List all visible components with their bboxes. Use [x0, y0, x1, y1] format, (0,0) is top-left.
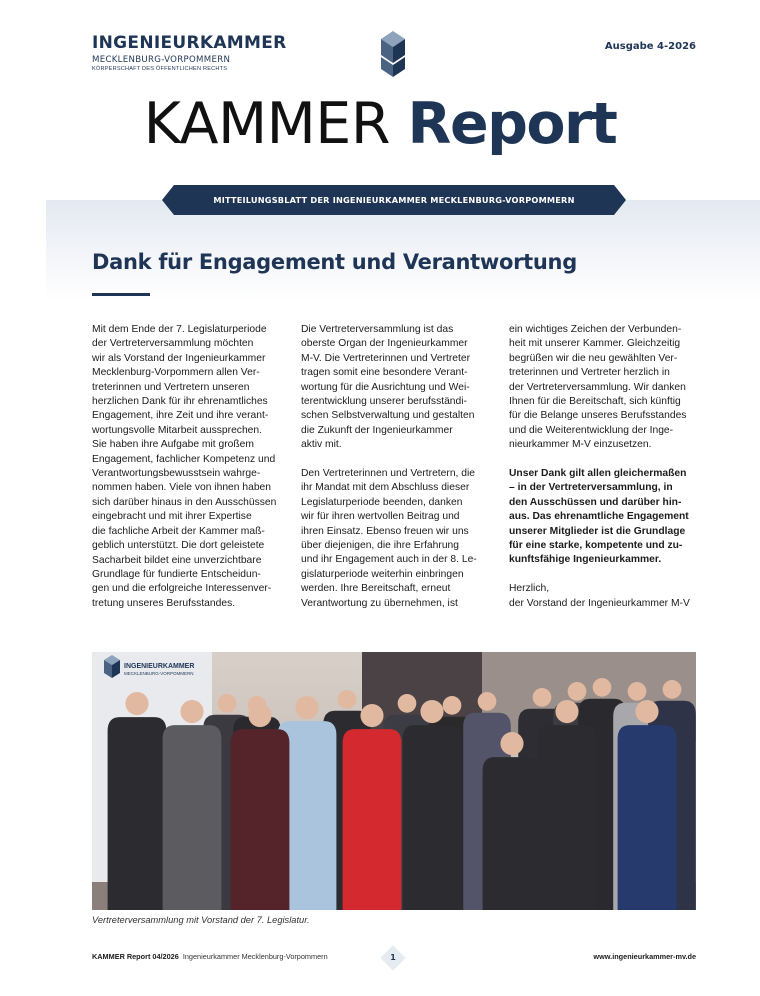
article-column-3: [509, 323, 703, 611]
masthead-kammer: KAMMER: [143, 91, 408, 157]
person-head: [360, 704, 383, 727]
person-head: [555, 700, 578, 723]
person-silhouette: [163, 725, 222, 910]
person-head: [125, 692, 148, 715]
page-number: 1: [390, 953, 396, 962]
group-photo: [92, 652, 696, 910]
person-silhouette: [538, 725, 597, 910]
paragraph: Mit dem Ende der 7. Legislaturperiode der Vertreterversammlung möchten wir als Vorstand der Ingenieurkammer Mecklenburg-Vorpommern allen Ver- treterinnen und Vertretern unseren herzlichen Dank für ihr ehrenamtliches Engagement, ihre Zeit und ihre verant- wortungsvolle Mitarbeit aussprechen. Sie haben ihre Aufgabe mit großem Engagement, fachlicher Kompetenz und Verantwortungsbewusstsein wahrge- nommen haben. Viele von ihnen haben sich darüber hinaus in den Ausschüssen eingebracht und mit ihrer Expertise die fachliche Arbeit der Kammer maß- geblich unterstützt. Die dort geleistete Sacharbeit bildet eine unverzichtbare Grundlage für fundierte Entscheidun- gen und die erfolgreiche Interessenver- tretung unseres Berufsstandes.: [92, 324, 277, 609]
masthead-title: [0, 91, 760, 157]
person-head: [218, 694, 237, 713]
person-head: [500, 732, 523, 755]
person-silhouette: [231, 729, 290, 910]
paragraph: Die Vertreterversammlung ist das oberste Organ der Ingenieurkammer M-V. Die Vertreterinnen und Vertreter tragen somit eine besondere Verant- wortung für die Ausrichtung und Wei- terentwicklung unserer berufsständi- schen Selbstverwaltung und gestalten die Zukunft der Ingenieurkammer aktiv mit.: [301, 324, 475, 451]
person-head: [628, 682, 647, 701]
person-silhouette: [343, 729, 402, 910]
photo-caption: Vertreterversammlung mit Vorstand der 7. Legislatur.: [92, 915, 310, 925]
issue-number: Ausgabe 4-2026: [604, 41, 696, 52]
footer-pub-title: KAMMER Report 04/2026: [92, 952, 179, 961]
person-silhouette: [108, 717, 167, 910]
article-headline: Dank für Engagement und Verantwortung: [92, 250, 577, 274]
masthead-banner: [162, 185, 626, 215]
article-column-1: [92, 323, 286, 611]
person-head: [478, 692, 497, 711]
signature: Herzlich, der Vorstand der Ingenieurkammer M-V: [509, 583, 690, 609]
org-name: INGENIEURKAMMER: [92, 33, 287, 53]
banner-text: MITTEILUNGSBLATT DER INGENIEURKAMMER MECKLENBURG-VORPOMMERN: [213, 195, 575, 205]
person-silhouette: [483, 757, 542, 910]
headline-rule: [92, 293, 150, 296]
org-legal-form: KÖRPERSCHAFT DES ÖFFENTLICHEN RECHTS: [92, 66, 228, 72]
person-head: [568, 682, 587, 701]
org-subtitle: MECKLENBURG-VORPOMMERN: [92, 55, 231, 65]
org-logo-text: [92, 33, 287, 72]
person-head: [180, 700, 203, 723]
footer-publication: [92, 952, 328, 961]
photo-banner-text: INGENIEURKAMMER: [124, 663, 195, 670]
person-silhouette: [618, 725, 677, 910]
paragraph-emphasis: Unser Dank gilt allen gleichermaßen – in der Vertreterversammlung, in den Ausschüssen und darüber hin- aus. Das ehrenamtliche Engagement unserer Mitglieder ist die Grundlage für eine starke, kompetente und zu- kunftsfähige Ingenieurkammer.: [509, 468, 689, 566]
footer-org: Ingenieurkammer Mecklenburg-Vorpommern: [182, 952, 328, 961]
photo-banner-subtitle: MECKLENBURG-VORPOMMERN: [124, 671, 194, 676]
paragraph: Den Vertreterinnen und Vertretern, die ihr Mandat mit dem Abschluss dieser Legislaturperiode beenden, danken wir für ihren wertvollen Beitrag und ihren Einsatz. Ebenso freuen wir uns über diejenigen, die ihre Erfahrung und ihr Engagement auch in der 8. Le- gislaturperiode weiterhin einbringen werden. Ihre Bereitschaft, erneut Verantwortung zu übernehmen, ist: [301, 468, 477, 609]
paragraph: ein wichtiges Zeichen der Verbunden- heit mit unserer Kammer. Gleichzeitig begrüßen wir die neu gewählten Ver- treterinnen und Vertreter herzlich in der Vertreterversammlung. Wir danken Ihnen für die Bereitschaft, sich künftig für die Belange unseres Berufsstandes und die Weiterentwicklung der Inge- nieurkammer M-V einzusetzen.: [509, 324, 687, 451]
person-silhouette: [403, 725, 462, 910]
person-head: [593, 678, 612, 697]
article-column-2: [301, 323, 495, 611]
person-head: [420, 700, 443, 723]
person-head: [635, 700, 658, 723]
person-head: [338, 690, 357, 709]
cube-logo-icon: [378, 29, 408, 79]
person-head: [295, 696, 318, 719]
footer-url: www.ingenieurkammer-mv.de: [593, 952, 696, 961]
person-head: [398, 694, 417, 713]
person-head: [248, 704, 271, 727]
person-head: [533, 688, 552, 707]
page-number-badge: [380, 945, 406, 971]
person-head: [663, 680, 682, 699]
masthead-report: Report: [407, 91, 617, 157]
person-head: [443, 696, 462, 715]
